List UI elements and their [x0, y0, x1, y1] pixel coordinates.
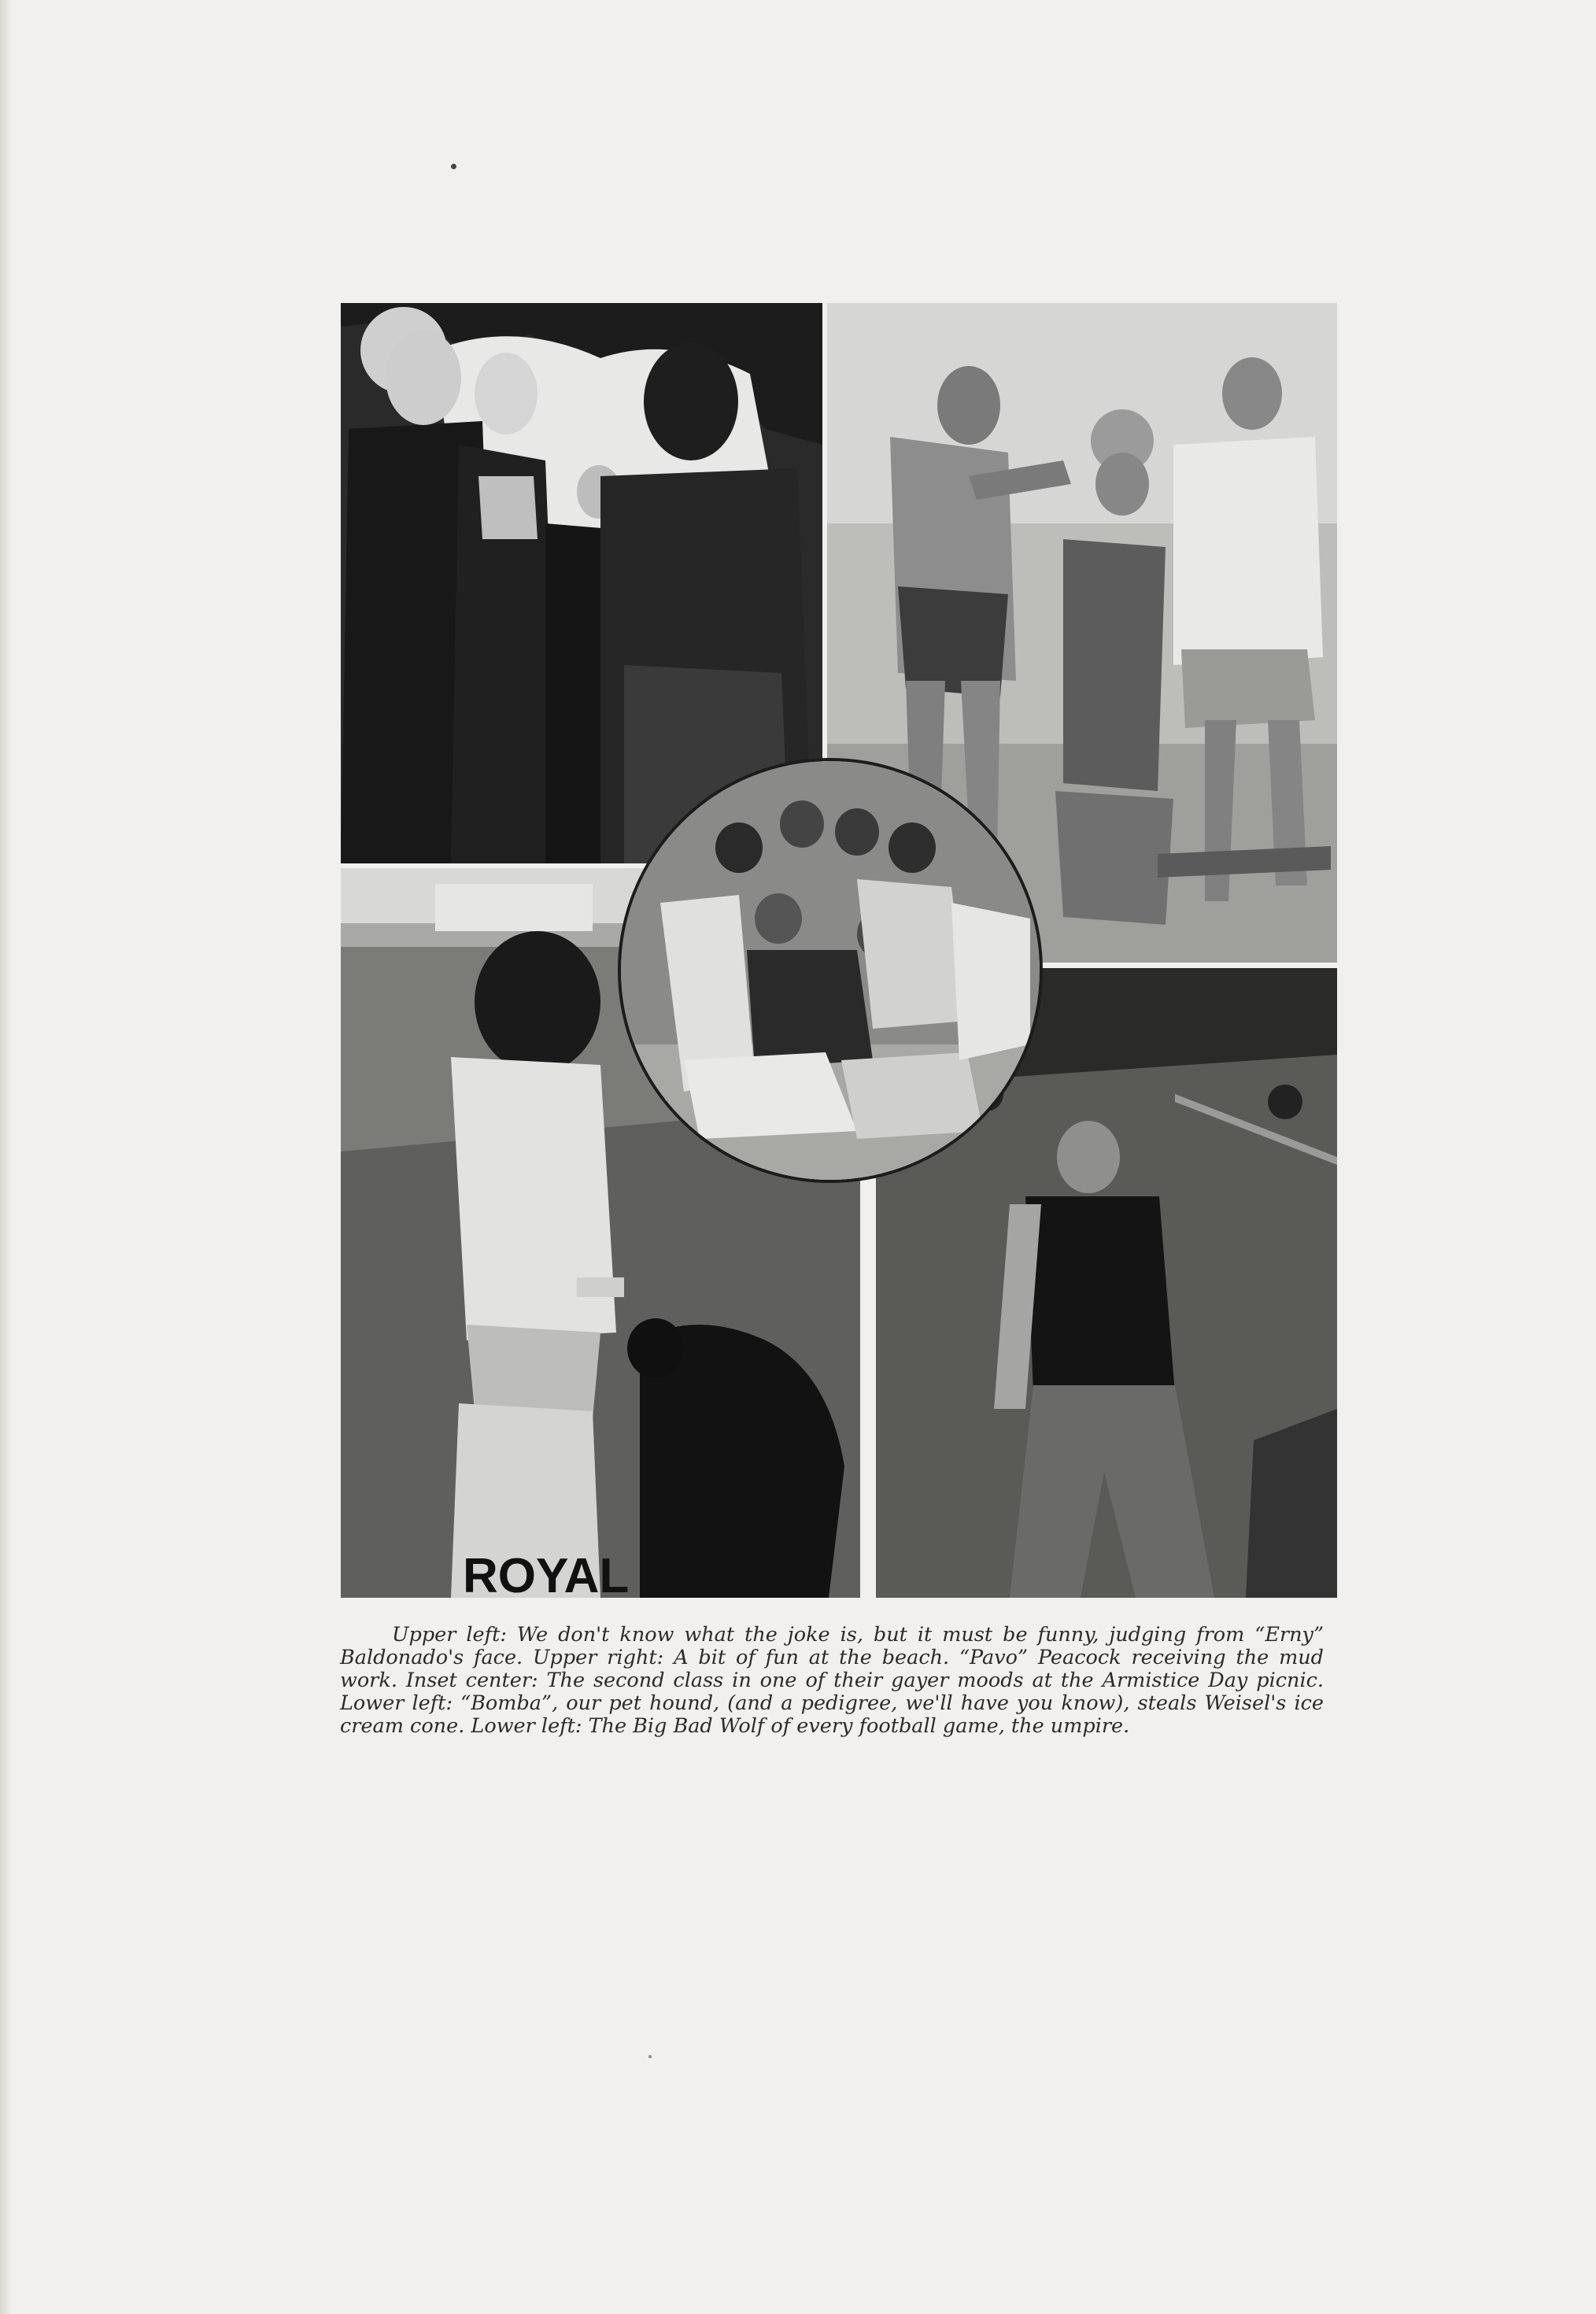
page-edge [0, 0, 11, 2314]
photo-collage [341, 303, 1337, 1598]
caption-text: Upper left: We don't know what the joke is, but it must be funny, judging from “Erny” Baldonado's face. Upper right: A bit of fun at the beach. “Pavo” Peacock receiving the mud work. Inset center: The second class in one of their gayer moods at the Armistice Day picnic. Lower left: “Bomba”, our pet hound, (and a pedigree, we'll have you know), steals Weisel's ice cream cone. Lower left: The Big Bad Wolf of every football game, the umpire. [340, 1623, 1324, 1738]
photo-caption [340, 1624, 1324, 1738]
bucket-label: ROYAL [463, 1549, 630, 1598]
print-speck [648, 2055, 652, 2058]
photo-inset-center [618, 758, 1043, 1183]
photo-inset-center-image [621, 761, 1040, 1180]
print-speck [451, 164, 456, 169]
